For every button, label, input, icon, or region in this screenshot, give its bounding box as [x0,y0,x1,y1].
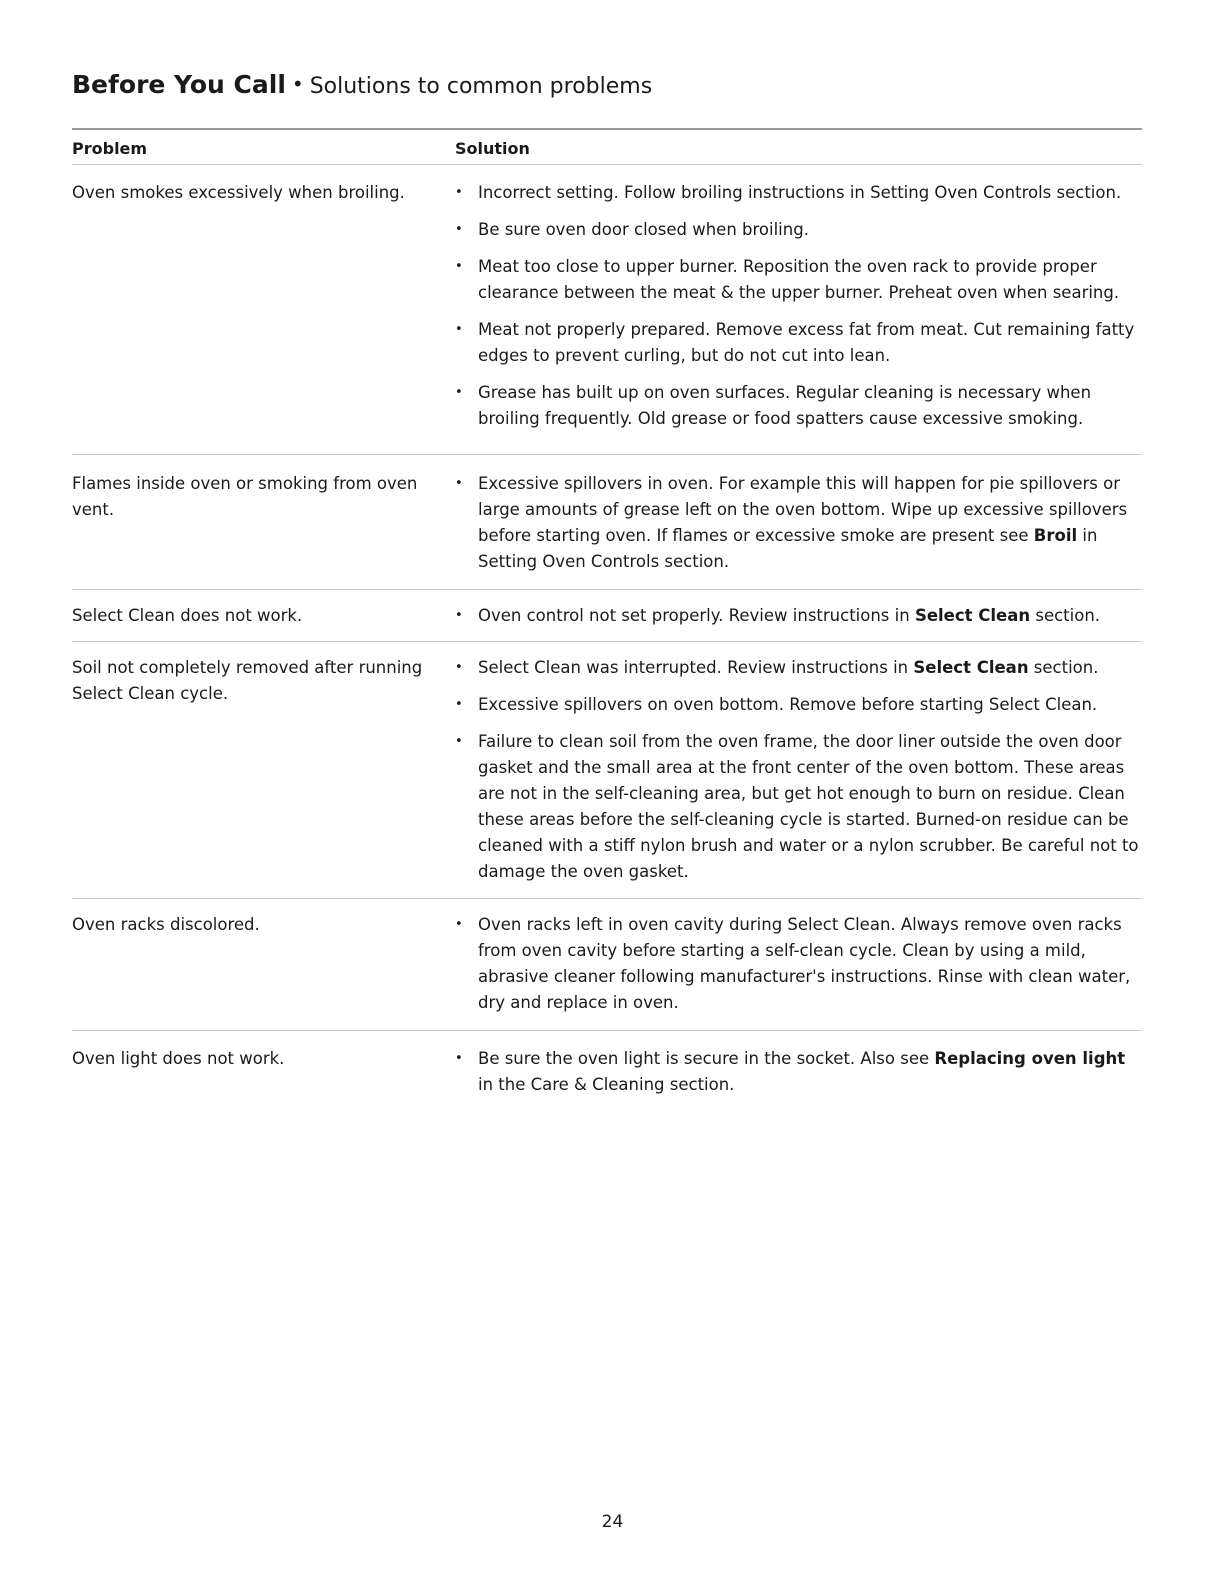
table-row [72,899,1142,1031]
solution-item: • Grease has built up on oven surfaces. Regular cleaning is necessary when broiling frequently. Old grease or food spatters cause excessive smoking. [455,380,1142,432]
solution-list [455,471,1142,575]
table-row [72,455,1142,590]
solution-list [455,180,1142,432]
solution-item: • Be sure oven door closed when broiling. [455,217,1142,243]
problem-cell: Soil not completely removed after running Select Clean cycle. [72,658,423,703]
page-title: Before You Call [72,70,286,99]
troubleshooting-table [72,128,1142,1108]
solution-item: • Meat not properly prepared. Remove excess fat from meat. Cut remaining fatty edges to prevent curling, but do not cut into lean. [455,317,1142,369]
solution-item: • Oven racks left in oven cavity during Select Clean. Always remove oven racks from oven cavity before starting a self-clean cycle. Clean by using a mild, abrasive cleaner following manufacturer's instructions. Rinse with clean water, dry and replace in oven. [455,912,1142,1016]
solution-item: • Excessive spillovers in oven. For example this will happen for pie spillovers or large amounts of grease left on the oven bottom. Wipe up excessive spillovers before starting oven. If flames or excessive smoke are present see Broil in Setting Oven Controls section. [455,471,1142,575]
page-subtitle: Solutions to common problems [309,74,653,99]
table-row [72,165,1142,455]
solution-list [455,912,1142,1016]
problem-cell: Oven light does not work. [72,1049,285,1068]
solution-item: • Excessive spillovers on oven bottom. Remove before starting Select Clean. [455,692,1142,718]
table-header [72,130,1142,165]
solution-list [455,655,1142,885]
solution-column-header: Solution [455,139,530,158]
title-separator: • [291,72,304,96]
page-heading [72,70,652,100]
solution-item: • Oven control not set properly. Review instructions in Select Clean section. [455,603,1142,629]
problem-cell: Flames inside oven or smoking from oven vent. [72,474,418,519]
table-row [72,642,1142,899]
solution-item: • Failure to clean soil from the oven frame, the door liner outside the oven door gasket and the small area at the front center of the oven bottom. These areas are not in the self-cleaning area, but get hot enough to burn on residue. Clean these areas before the self-cleaning cycle is started. Burned-on residue can be cleaned with a stiff nylon brush and water or a nylon scrubber. Be careful not to damage the oven gasket. [455,729,1142,885]
solution-list [455,1046,1142,1098]
solution-item: • Select Clean was interrupted. Review instructions in Select Clean section. [455,655,1142,681]
problem-cell: Select Clean does not work. [72,606,303,625]
solution-item: • Be sure the oven light is secure in the socket. Also see Replacing oven light in the Care & Cleaning section. [455,1046,1142,1098]
solution-item: • Incorrect setting. Follow broiling instructions in Setting Oven Controls section. [455,180,1142,206]
table-row [72,1031,1142,1108]
solution-item: • Meat too close to upper burner. Reposition the oven rack to provide proper clearance between the meat & the upper burner. Preheat oven when searing. [455,254,1142,306]
problem-cell: Oven racks discolored. [72,915,260,934]
problem-column-header: Problem [72,139,148,158]
page-number: 24 [601,1512,624,1532]
solution-list [455,603,1142,629]
table-row [72,590,1142,642]
problem-cell: Oven smokes excessively when broiling. [72,183,405,202]
